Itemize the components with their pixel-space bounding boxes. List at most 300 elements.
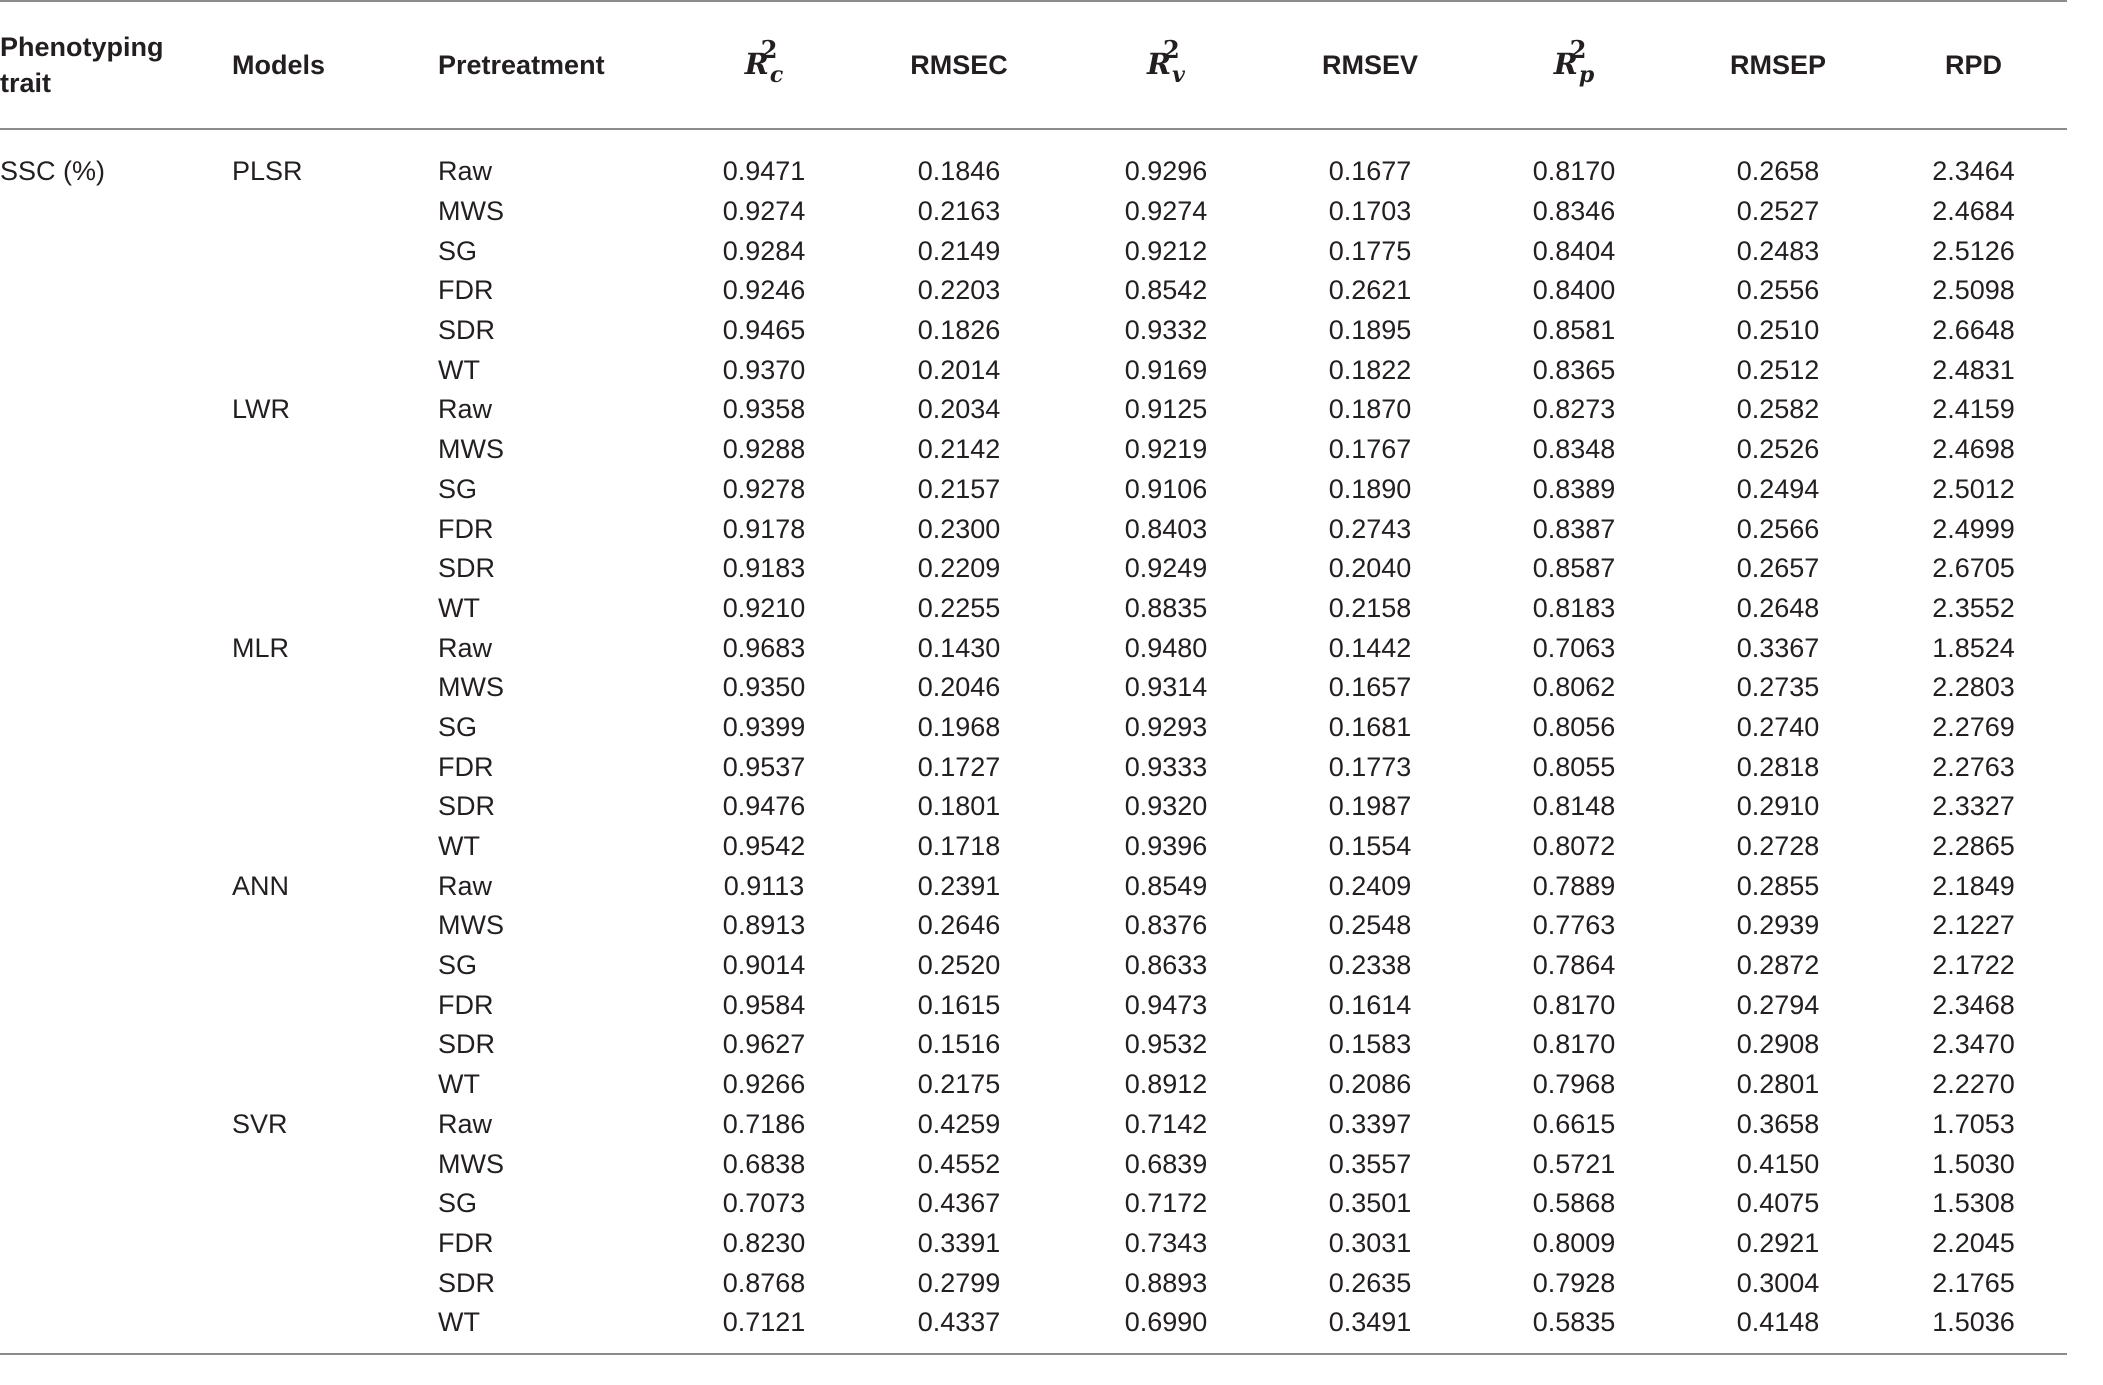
cell-rmsec: 0.2646 bbox=[917, 910, 1001, 941]
cell-rmsev: 0.3397 bbox=[1328, 1108, 1412, 1139]
cell-rmsec: 0.1430 bbox=[917, 632, 1001, 663]
cell-rp2: 0.7928 bbox=[1532, 1267, 1616, 1298]
table-row bbox=[0, 787, 2067, 827]
cell-rmsev: 0.2158 bbox=[1328, 592, 1412, 623]
cell-trait bbox=[0, 549, 232, 589]
cell-rmsev: 0.2040 bbox=[1328, 553, 1412, 584]
cell-model: SVR bbox=[232, 1108, 288, 1139]
table-row bbox=[0, 747, 2067, 787]
cell-rc2: 0.9178 bbox=[722, 513, 806, 544]
cell-rmsec: 0.2149 bbox=[917, 235, 1001, 266]
cell-rv2: 0.7172 bbox=[1124, 1188, 1208, 1219]
rc2-symbol bbox=[744, 34, 784, 88]
cell-model bbox=[232, 589, 438, 629]
cell-rv2: 0.8403 bbox=[1124, 513, 1208, 544]
cell-pretreatment: WT bbox=[438, 1303, 674, 1354]
cell-model: PLSR bbox=[232, 156, 303, 187]
cell-model bbox=[232, 350, 438, 390]
cell-trait bbox=[0, 1303, 232, 1354]
cell-rmsec: 0.4337 bbox=[854, 1303, 1064, 1354]
cell-pretreatment: SDR bbox=[438, 553, 496, 584]
cell-rpd: 1.5308 bbox=[1932, 1188, 2015, 1219]
cell-trait bbox=[0, 589, 232, 629]
cell-pretreatment: WT bbox=[438, 354, 480, 385]
cell-rv2: 0.9333 bbox=[1124, 751, 1208, 782]
cell-rc2: 0.9358 bbox=[722, 394, 806, 425]
cell-rmsec: 0.1516 bbox=[917, 1029, 1001, 1060]
cell-rmsep: 0.2735 bbox=[1736, 672, 1820, 703]
cell-rv2: 0.8376 bbox=[1124, 910, 1208, 941]
cell-rv2: 0.7142 bbox=[1124, 1108, 1208, 1139]
cell-trait bbox=[0, 787, 232, 827]
cell-rp2: 0.7864 bbox=[1532, 950, 1616, 981]
cell-model: LWR bbox=[232, 394, 290, 425]
cell-rmsev: 0.1987 bbox=[1328, 791, 1412, 822]
table-row bbox=[0, 430, 2067, 470]
cell-rmsev: 0.1657 bbox=[1328, 672, 1412, 703]
rc2-sub: c bbox=[769, 61, 784, 88]
cell-rc2: 0.9542 bbox=[722, 831, 806, 862]
cell-rc2: 0.7073 bbox=[722, 1188, 806, 1219]
cell-rmsec: 0.1826 bbox=[917, 315, 1001, 346]
cell-rmsep: 0.2728 bbox=[1736, 831, 1820, 862]
cell-rc2: 0.9014 bbox=[722, 950, 806, 981]
header-rc2 bbox=[674, 1, 854, 129]
cell-rmsev: 0.1614 bbox=[1328, 989, 1412, 1020]
table-row bbox=[0, 1184, 2067, 1224]
cell-rp2: 0.8148 bbox=[1532, 791, 1616, 822]
cell-rmsep: 0.3004 bbox=[1736, 1267, 1820, 1298]
cell-rmsec: 0.2203 bbox=[917, 275, 1001, 306]
cell-rmsep: 0.3658 bbox=[1736, 1108, 1820, 1139]
cell-rp2: 0.8062 bbox=[1532, 672, 1616, 703]
table-body bbox=[0, 129, 2067, 1354]
cell-model bbox=[232, 1065, 438, 1105]
cell-rpd: 2.5126 bbox=[1932, 235, 2015, 266]
cell-rmsec: 0.2255 bbox=[917, 592, 1001, 623]
table-row bbox=[0, 470, 2067, 510]
cell-pretreatment: MWS bbox=[438, 672, 504, 703]
cell-rc2: 0.9683 bbox=[722, 632, 806, 663]
cell-rpd: 2.3327 bbox=[1932, 791, 2015, 822]
cell-pretreatment: SDR bbox=[438, 1029, 496, 1060]
cell-rmsev: 0.2635 bbox=[1328, 1267, 1412, 1298]
table-row bbox=[0, 866, 2067, 906]
cell-trait bbox=[0, 747, 232, 787]
rc2-sup: 2 bbox=[760, 34, 778, 64]
table-row bbox=[0, 1065, 2067, 1105]
cell-rmsev: 0.1870 bbox=[1328, 394, 1412, 425]
cell-rmsep: 0.2494 bbox=[1736, 473, 1820, 504]
cell-rpd: 1.8524 bbox=[1932, 632, 2015, 663]
cell-trait bbox=[0, 946, 232, 986]
cell-rpd: 2.2769 bbox=[1932, 711, 2015, 742]
cell-rmsev: 0.1775 bbox=[1328, 235, 1412, 266]
cell-model bbox=[232, 271, 438, 311]
cell-model bbox=[232, 231, 438, 271]
cell-trait bbox=[0, 985, 232, 1025]
cell-rpd: 2.1849 bbox=[1932, 870, 2015, 901]
header-models: Models bbox=[232, 1, 438, 129]
cell-rpd: 2.3464 bbox=[1932, 156, 2015, 187]
cell-rc2: 0.7121 bbox=[674, 1303, 854, 1354]
cell-model bbox=[232, 668, 438, 708]
cell-rmsep: 0.2910 bbox=[1736, 791, 1820, 822]
cell-rmsec: 0.3391 bbox=[917, 1227, 1001, 1258]
cell-rmsec: 0.2175 bbox=[917, 1069, 1001, 1100]
cell-rv2: 0.9249 bbox=[1124, 553, 1208, 584]
cell-trait bbox=[0, 668, 232, 708]
cell-rv2: 0.9212 bbox=[1124, 235, 1208, 266]
cell-rc2: 0.8230 bbox=[722, 1227, 806, 1258]
cell-rmsec: 0.2391 bbox=[917, 870, 1001, 901]
cell-rmsep: 0.2512 bbox=[1736, 354, 1820, 385]
cell-rmsev: 0.3491 bbox=[1268, 1303, 1472, 1354]
cell-trait bbox=[0, 827, 232, 867]
cell-rpd: 2.5098 bbox=[1932, 275, 2015, 306]
cell-trait bbox=[0, 1224, 232, 1264]
cell-pretreatment: Raw bbox=[438, 394, 493, 425]
header-rmsep: RMSEP bbox=[1676, 1, 1880, 129]
cell-rpd: 2.2270 bbox=[1932, 1069, 2015, 1100]
cell-trait bbox=[0, 1263, 232, 1303]
cell-rp2: 0.8170 bbox=[1532, 1029, 1616, 1060]
cell-pretreatment: Raw bbox=[438, 156, 493, 187]
cell-rmsev: 0.2409 bbox=[1328, 870, 1412, 901]
header-rv2 bbox=[1064, 1, 1268, 129]
cell-rmsep: 0.4148 bbox=[1676, 1303, 1880, 1354]
cell-pretreatment: FDR bbox=[438, 1227, 494, 1258]
cell-rmsep: 0.2939 bbox=[1736, 910, 1820, 941]
cell-pretreatment: Raw bbox=[438, 1108, 493, 1139]
cell-rmsec: 0.2300 bbox=[917, 513, 1001, 544]
cell-pretreatment: SDR bbox=[438, 1267, 496, 1298]
cell-pretreatment: Raw bbox=[438, 870, 493, 901]
cell-rp2: 0.5835 bbox=[1472, 1303, 1676, 1354]
cell-rv2: 0.9125 bbox=[1124, 394, 1208, 425]
cell-rpd: 1.5036 bbox=[1880, 1303, 2067, 1354]
cell-rmsec: 0.4552 bbox=[917, 1148, 1001, 1179]
cell-rmsep: 0.2801 bbox=[1736, 1069, 1820, 1100]
cell-rv2: 0.9169 bbox=[1124, 354, 1208, 385]
cell-rpd: 2.1765 bbox=[1932, 1267, 2015, 1298]
cell-pretreatment: MWS bbox=[438, 196, 504, 227]
cell-rc2: 0.8913 bbox=[722, 910, 806, 941]
cell-model bbox=[232, 509, 438, 549]
cell-pretreatment: MWS bbox=[438, 434, 504, 465]
cell-rpd: 2.2865 bbox=[1932, 831, 2015, 862]
header-trait-line1: Phenotyping bbox=[0, 32, 164, 62]
cell-rmsev: 0.1703 bbox=[1328, 196, 1412, 227]
cell-rp2: 0.7063 bbox=[1532, 632, 1616, 663]
cell-rv2: 0.8835 bbox=[1124, 592, 1208, 623]
cell-rmsev: 0.1554 bbox=[1328, 831, 1412, 862]
table-row bbox=[0, 509, 2067, 549]
cell-model bbox=[232, 192, 438, 232]
cell-rpd: 2.3470 bbox=[1932, 1029, 2015, 1060]
cell-trait bbox=[0, 1025, 232, 1065]
cell-rpd: 2.2763 bbox=[1932, 751, 2015, 782]
cell-rp2: 0.5721 bbox=[1532, 1148, 1616, 1179]
cell-rv2: 0.9219 bbox=[1124, 434, 1208, 465]
cell-rmsep: 0.2740 bbox=[1736, 711, 1820, 742]
cell-rp2: 0.7889 bbox=[1532, 870, 1616, 901]
table-row bbox=[0, 985, 2067, 1025]
cell-rmsep: 0.2648 bbox=[1736, 592, 1820, 623]
rv2-base: R bbox=[1147, 46, 1172, 81]
table-row bbox=[0, 1025, 2067, 1065]
cell-rpd: 2.2803 bbox=[1932, 672, 2015, 703]
cell-rv2: 0.7343 bbox=[1124, 1227, 1208, 1258]
table-header bbox=[0, 1, 2067, 129]
header-trait-line2: trait bbox=[0, 68, 52, 98]
cell-rmsep: 0.4075 bbox=[1736, 1188, 1820, 1219]
cell-model bbox=[232, 906, 438, 946]
cell-rc2: 0.6838 bbox=[722, 1148, 806, 1179]
cell-rv2: 0.6990 bbox=[1064, 1303, 1268, 1354]
cell-rmsep: 0.2556 bbox=[1736, 275, 1820, 306]
header-rp2 bbox=[1472, 1, 1676, 129]
cell-pretreatment: WT bbox=[438, 1069, 480, 1100]
cell-trait bbox=[0, 430, 232, 470]
cell-model bbox=[232, 1025, 438, 1065]
cell-rmsec: 0.1718 bbox=[917, 831, 1001, 862]
cell-rmsev: 0.1822 bbox=[1328, 354, 1412, 385]
cell-model bbox=[232, 430, 438, 470]
cell-rp2: 0.7968 bbox=[1532, 1069, 1616, 1100]
cell-rv2: 0.9293 bbox=[1124, 711, 1208, 742]
cell-rv2: 0.9396 bbox=[1124, 831, 1208, 862]
cell-rp2: 0.6615 bbox=[1532, 1108, 1616, 1139]
table-row bbox=[0, 231, 2067, 271]
header-phenotyping-trait bbox=[0, 1, 232, 129]
cell-rp2: 0.8581 bbox=[1532, 315, 1616, 346]
rv2-symbol bbox=[1147, 34, 1185, 88]
table-row bbox=[0, 350, 2067, 390]
cell-rmsec: 0.1615 bbox=[917, 989, 1001, 1020]
cell-rmsec: 0.2034 bbox=[917, 394, 1001, 425]
rc2-base: R bbox=[744, 46, 769, 81]
cell-trait bbox=[0, 311, 232, 351]
cell-trait bbox=[0, 231, 232, 271]
cell-rpd: 2.4159 bbox=[1932, 394, 2015, 425]
cell-rv2: 0.9274 bbox=[1124, 196, 1208, 227]
cell-rpd: 2.3468 bbox=[1932, 989, 2015, 1020]
cell-rp2: 0.8346 bbox=[1532, 196, 1616, 227]
cell-rp2: 0.7763 bbox=[1532, 910, 1616, 941]
cell-rmsev: 0.1890 bbox=[1328, 473, 1412, 504]
cell-rmsev: 0.2086 bbox=[1328, 1069, 1412, 1100]
cell-rmsev: 0.1677 bbox=[1328, 156, 1412, 187]
cell-rc2: 0.9288 bbox=[722, 434, 806, 465]
cell-rp2: 0.8587 bbox=[1532, 553, 1616, 584]
header-pretreatment: Pretreatment bbox=[438, 1, 674, 129]
cell-rpd: 2.4698 bbox=[1932, 434, 2015, 465]
cell-rv2: 0.8549 bbox=[1124, 870, 1208, 901]
cell-model bbox=[232, 747, 438, 787]
cell-rmsep: 0.2566 bbox=[1736, 513, 1820, 544]
cell-pretreatment: MWS bbox=[438, 910, 504, 941]
cell-rc2: 0.9278 bbox=[722, 473, 806, 504]
cell-rp2: 0.5868 bbox=[1532, 1188, 1616, 1219]
cell-rmsev: 0.2621 bbox=[1328, 275, 1412, 306]
cell-rmsep: 0.2657 bbox=[1736, 553, 1820, 584]
cell-rv2: 0.9473 bbox=[1124, 989, 1208, 1020]
cell-pretreatment: SG bbox=[438, 1188, 478, 1219]
cell-rc2: 0.9399 bbox=[722, 711, 806, 742]
cell-pretreatment: FDR bbox=[438, 513, 494, 544]
cell-model bbox=[232, 787, 438, 827]
cell-rp2: 0.8183 bbox=[1532, 592, 1616, 623]
cell-rpd: 2.1722 bbox=[1932, 950, 2015, 981]
cell-rpd: 2.2045 bbox=[1932, 1227, 2015, 1258]
cell-trait bbox=[0, 628, 232, 668]
cell-rc2: 0.9471 bbox=[722, 156, 806, 187]
cell-rc2: 0.9627 bbox=[722, 1029, 806, 1060]
cell-rmsep: 0.2658 bbox=[1736, 156, 1820, 187]
cell-rmsev: 0.1767 bbox=[1328, 434, 1412, 465]
cell-rc2: 0.9350 bbox=[722, 672, 806, 703]
cell-pretreatment: SG bbox=[438, 711, 478, 742]
table-row bbox=[0, 1224, 2067, 1264]
cell-rpd: 2.4999 bbox=[1932, 513, 2015, 544]
cell-model bbox=[232, 470, 438, 510]
cell-rp2: 0.8387 bbox=[1532, 513, 1616, 544]
cell-rpd: 2.3552 bbox=[1932, 592, 2015, 623]
cell-rmsep: 0.2818 bbox=[1736, 751, 1820, 782]
cell-model bbox=[232, 1303, 438, 1354]
table-row bbox=[0, 628, 2067, 668]
cell-rmsec: 0.2046 bbox=[917, 672, 1001, 703]
cell-pretreatment: MWS bbox=[438, 1148, 504, 1179]
cell-rpd: 2.6705 bbox=[1932, 553, 2015, 584]
header-rmsec: RMSEC bbox=[854, 1, 1064, 129]
cell-pretreatment: FDR bbox=[438, 989, 494, 1020]
cell-pretreatment: SG bbox=[438, 473, 478, 504]
cell-rmsec: 0.2520 bbox=[917, 950, 1001, 981]
cell-rmsev: 0.1442 bbox=[1328, 632, 1412, 663]
cell-rp2: 0.8389 bbox=[1532, 473, 1616, 504]
cell-model: MLR bbox=[232, 632, 290, 663]
cell-rc2: 0.7186 bbox=[722, 1108, 806, 1139]
cell-trait bbox=[0, 1065, 232, 1105]
cell-rv2: 0.8912 bbox=[1124, 1069, 1208, 1100]
cell-trait bbox=[0, 906, 232, 946]
cell-rp2: 0.8273 bbox=[1532, 394, 1616, 425]
cell-rv2: 0.8893 bbox=[1124, 1267, 1208, 1298]
cell-rmsep: 0.2794 bbox=[1736, 989, 1820, 1020]
cell-rc2: 0.9266 bbox=[722, 1069, 806, 1100]
cell-rmsec: 0.2014 bbox=[917, 354, 1001, 385]
cell-rc2: 0.9537 bbox=[722, 751, 806, 782]
cell-rmsec: 0.2209 bbox=[917, 553, 1001, 584]
cell-rp2: 0.8400 bbox=[1532, 275, 1616, 306]
cell-model: ANN bbox=[232, 870, 290, 901]
cell-model bbox=[232, 946, 438, 986]
cell-rp2: 0.8055 bbox=[1532, 751, 1616, 782]
cell-rmsep: 0.4150 bbox=[1736, 1148, 1820, 1179]
cell-model bbox=[232, 1263, 438, 1303]
cell-rmsec: 0.1801 bbox=[917, 791, 1001, 822]
cell-rv2: 0.9332 bbox=[1124, 315, 1208, 346]
table-row bbox=[0, 271, 2067, 311]
table-row bbox=[0, 1144, 2067, 1184]
cell-rv2: 0.9296 bbox=[1124, 156, 1208, 187]
cell-rc2: 0.9476 bbox=[722, 791, 806, 822]
rv2-sup: 2 bbox=[1163, 34, 1180, 64]
table-row bbox=[0, 708, 2067, 748]
cell-model bbox=[232, 827, 438, 867]
table-row bbox=[0, 192, 2067, 232]
cell-model bbox=[232, 1184, 438, 1224]
cell-pretreatment: FDR bbox=[438, 751, 494, 782]
cell-rmsec: 0.2157 bbox=[917, 473, 1001, 504]
table-row bbox=[0, 668, 2067, 708]
cell-rmsev: 0.1773 bbox=[1328, 751, 1412, 782]
cell-rmsep: 0.2526 bbox=[1736, 434, 1820, 465]
table-row bbox=[0, 1105, 2067, 1145]
cell-rp2: 0.8072 bbox=[1532, 831, 1616, 862]
header-rpd: RPD bbox=[1880, 1, 2067, 129]
cell-rpd: 2.1227 bbox=[1932, 910, 2015, 941]
cell-pretreatment: FDR bbox=[438, 275, 494, 306]
cell-rmsec: 0.2142 bbox=[917, 434, 1001, 465]
cell-rc2: 0.9246 bbox=[722, 275, 806, 306]
cell-rmsec: 0.4259 bbox=[917, 1108, 1001, 1139]
cell-rmsec: 0.1968 bbox=[917, 711, 1001, 742]
cell-rmsep: 0.2908 bbox=[1736, 1029, 1820, 1060]
cell-rp2: 0.8170 bbox=[1532, 989, 1616, 1020]
cell-pretreatment: SG bbox=[438, 950, 478, 981]
header-row bbox=[0, 1, 2067, 129]
cell-rmsev: 0.3557 bbox=[1328, 1148, 1412, 1179]
cell-rpd: 1.5030 bbox=[1932, 1148, 2015, 1179]
cell-rpd: 2.4831 bbox=[1932, 354, 2015, 385]
cell-rv2: 0.9532 bbox=[1124, 1029, 1208, 1060]
cell-rc2: 0.9274 bbox=[722, 196, 806, 227]
cell-trait bbox=[0, 509, 232, 549]
cell-model bbox=[232, 549, 438, 589]
cell-rmsev: 0.1583 bbox=[1328, 1029, 1412, 1060]
cell-rmsev: 0.2338 bbox=[1328, 950, 1412, 981]
cell-rc2: 0.9210 bbox=[722, 592, 806, 623]
header-rmsev: RMSEV bbox=[1268, 1, 1472, 129]
cell-rv2: 0.6839 bbox=[1124, 1148, 1208, 1179]
cell-trait bbox=[0, 1105, 232, 1145]
cell-rp2: 0.8170 bbox=[1532, 156, 1616, 187]
cell-rc2: 0.9183 bbox=[722, 553, 806, 584]
table-row bbox=[0, 946, 2067, 986]
cell-rmsep: 0.2872 bbox=[1736, 950, 1820, 981]
cell-rmsec: 0.4367 bbox=[917, 1188, 1001, 1219]
cell-rmsev: 0.1681 bbox=[1328, 711, 1412, 742]
cell-trait: SSC (%) bbox=[0, 156, 106, 187]
cell-rv2: 0.9314 bbox=[1124, 672, 1208, 703]
cell-trait bbox=[0, 192, 232, 232]
cell-rmsep: 0.2921 bbox=[1736, 1227, 1820, 1258]
cell-trait bbox=[0, 350, 232, 390]
cell-model bbox=[232, 1144, 438, 1184]
rv2-sub: v bbox=[1172, 61, 1185, 88]
cell-rc2: 0.9113 bbox=[723, 870, 805, 901]
cell-rmsep: 0.2582 bbox=[1736, 394, 1820, 425]
table-row bbox=[0, 1303, 2067, 1354]
cell-rmsep: 0.2527 bbox=[1736, 196, 1820, 227]
cell-rmsep: 0.3367 bbox=[1736, 632, 1820, 663]
cell-trait bbox=[0, 390, 232, 430]
cell-pretreatment: Raw bbox=[438, 632, 493, 663]
cell-rp2: 0.8056 bbox=[1532, 711, 1616, 742]
